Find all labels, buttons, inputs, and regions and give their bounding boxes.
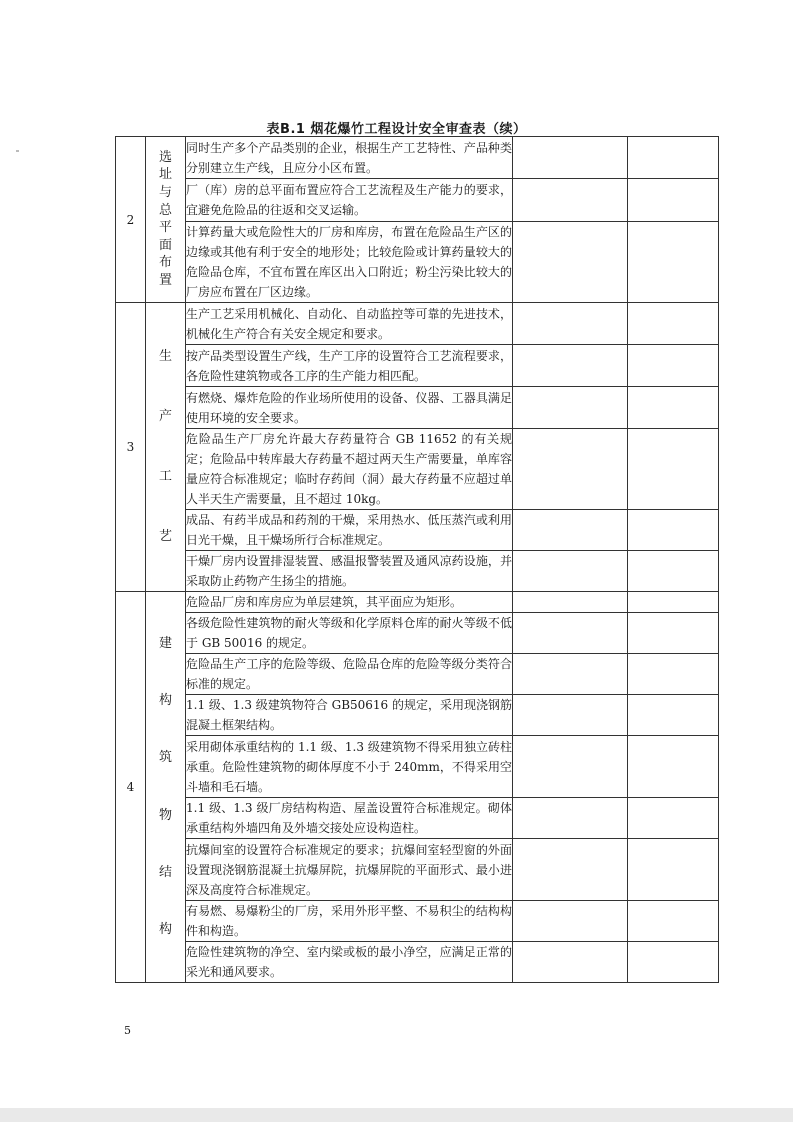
table-row <box>116 592 719 613</box>
requirement-text: 1.1 级、1.3 级厂房结构构造、屋盖设置符合标准规定。砌体承重结构外墙四角及外墙交接处应设构造柱。 <box>186 798 513 839</box>
review-result-cell[interactable] <box>513 387 628 429</box>
category-char: 工 <box>158 468 172 484</box>
page-number: 5 <box>124 1024 131 1037</box>
review-result-cell[interactable] <box>513 551 628 592</box>
requirement-text: 抗爆间室的设置符合标准规定的要求；抗爆间室轻型窗的外面设置现浇钢筋混凝土抗爆屏院，抗爆屏院的平面形式、最小进深及高度符合标准规定。 <box>186 839 513 901</box>
section-number: 3 <box>116 303 146 592</box>
section-category <box>146 592 186 983</box>
table-row <box>116 654 719 695</box>
requirement-text: 生产工艺采用机械化、自动化、自动监控等可靠的先进技术，机械化生产符合有关安全规定和要求。 <box>186 303 513 345</box>
category-char: 筑 <box>158 750 172 766</box>
remarks-cell[interactable] <box>628 592 719 613</box>
section-number: 2 <box>116 137 146 303</box>
table-title: 表B.1 烟花爆竹工程设计安全审查表（续） <box>266 122 527 137</box>
review-result-cell[interactable] <box>513 592 628 613</box>
table-row <box>116 222 719 303</box>
table-row <box>116 798 719 839</box>
category-char: 总 <box>158 202 172 218</box>
remarks-cell[interactable] <box>628 654 719 695</box>
review-result-cell[interactable] <box>513 613 628 654</box>
scan-mark <box>16 150 19 152</box>
requirement-text: 按产品类型设置生产线，生产工序的设置符合工艺流程要求，各危险性建筑物或各工序的生产能力相匹配。 <box>186 345 513 387</box>
table-row <box>116 303 719 345</box>
review-result-cell[interactable] <box>513 429 628 510</box>
remarks-cell[interactable] <box>628 387 719 429</box>
requirement-text: 有易燃、易爆粉尘的厂房，采用外形平整、不易积尘的结构构件和构造。 <box>186 901 513 942</box>
table-row <box>116 695 719 736</box>
category-char: 建 <box>158 635 172 651</box>
table-row <box>116 736 719 798</box>
table-row <box>116 901 719 942</box>
category-char: 布 <box>158 255 172 271</box>
requirement-text: 各级危险性建筑物的耐火等级和化学原料仓库的耐火等级不低于 GB 50016 的规定。 <box>186 613 513 654</box>
requirement-text: 厂（库）房的总平面布置应符合工艺流程及生产能力的要求，宜避免危险品的往返和交叉运输。 <box>186 179 513 222</box>
table-row <box>116 345 719 387</box>
review-result-cell[interactable] <box>513 222 628 303</box>
remarks-cell[interactable] <box>628 613 719 654</box>
category-char: 构 <box>158 692 172 708</box>
requirement-text: 计算药量大或危险性大的厂房和库房，布置在危险品生产区的边缘或其他有利于安全的地形处；比较危险或计算药量较大的危险品仓库，不宜布置在库区出入口附近；粉尘污染比较大的厂房应布置在厂区边缘。 <box>186 222 513 303</box>
requirement-text: 危险品生产厂房允许最大存药量符合 GB 11652 的有关规定；危险品中转库最大存药量不超过两天生产需要量，单库容量应符合标准规定；临时存药间（洞）最大存药量不应超过单人半天生产需要量，且不超过 10kg。 <box>186 429 513 510</box>
category-char: 与 <box>158 184 172 200</box>
category-char: 平 <box>158 220 172 236</box>
review-result-cell[interactable] <box>513 901 628 942</box>
remarks-cell[interactable] <box>628 222 719 303</box>
category-char: 面 <box>158 237 172 253</box>
review-result-cell[interactable] <box>513 695 628 736</box>
table-row <box>116 942 719 983</box>
remarks-cell[interactable] <box>628 551 719 592</box>
category-char: 址 <box>158 167 172 183</box>
review-result-cell[interactable] <box>513 839 628 901</box>
page-bottom-edge <box>0 1108 793 1122</box>
review-result-cell[interactable] <box>513 736 628 798</box>
table-row <box>116 510 719 551</box>
requirement-text: 有燃烧、爆炸危险的作业场所使用的设备、仪器、工器具满足使用环境的安全要求。 <box>186 387 513 429</box>
requirement-text: 采用砌体承重结构的 1.1 级、1.3 级建筑物不得采用独立砖柱承重。危险性建筑物的砌体厚度不小于 240mm，不得采用空斗墙和毛石墙。 <box>186 736 513 798</box>
requirement-text: 危险品生产工序的危险等级、危险品仓库的危险等级分类符合标准的规定。 <box>186 654 513 695</box>
category-char: 置 <box>158 272 172 288</box>
remarks-cell[interactable] <box>628 429 719 510</box>
table-row <box>116 179 719 222</box>
requirement-text: 危险品厂房和库房应为单层建筑，其平面应为矩形。 <box>186 592 513 613</box>
remarks-cell[interactable] <box>628 137 719 179</box>
table-row <box>116 429 719 510</box>
table-row <box>116 551 719 592</box>
review-result-cell[interactable] <box>513 942 628 983</box>
section-category <box>146 137 186 303</box>
remarks-cell[interactable] <box>628 695 719 736</box>
remarks-cell[interactable] <box>628 736 719 798</box>
requirement-text: 同时生产多个产品类别的企业，根据生产工艺特性、产品种类分别建立生产线，且应分小区布置。 <box>186 137 513 179</box>
remarks-cell[interactable] <box>628 942 719 983</box>
requirement-text: 成品、有药半成品和药剂的干燥，采用热水、低压蒸汽或利用日光干燥，且干燥场所行合标准规定。 <box>186 510 513 551</box>
remarks-cell[interactable] <box>628 510 719 551</box>
review-result-cell[interactable] <box>513 179 628 222</box>
review-result-cell[interactable] <box>513 137 628 179</box>
requirement-text: 1.1 级、1.3 级建筑物符合 GB50616 的规定，采用现浇钢筋混凝土框架结构。 <box>186 695 513 736</box>
section-category <box>146 303 186 592</box>
requirement-text: 干燥厂房内设置排湿装置、感温报警装置及通风凉药设施，并采取防止药物产生扬尘的措施。 <box>186 551 513 592</box>
safety-review-table <box>115 136 719 983</box>
review-result-cell[interactable] <box>513 345 628 387</box>
review-result-cell[interactable] <box>513 654 628 695</box>
remarks-cell[interactable] <box>628 345 719 387</box>
remarks-cell[interactable] <box>628 798 719 839</box>
review-result-cell[interactable] <box>513 798 628 839</box>
remarks-cell[interactable] <box>628 839 719 901</box>
section-number: 4 <box>116 592 146 983</box>
table-row <box>116 387 719 429</box>
category-char: 生 <box>158 349 172 365</box>
category-char: 物 <box>158 807 172 823</box>
category-char: 选 <box>158 149 172 165</box>
remarks-cell[interactable] <box>628 303 719 345</box>
review-result-cell[interactable] <box>513 510 628 551</box>
review-result-cell[interactable] <box>513 303 628 345</box>
category-char: 结 <box>158 864 172 880</box>
table-row <box>116 839 719 901</box>
requirement-text: 危险性建筑物的净空、室内梁或板的最小净空，应满足正常的采光和通风要求。 <box>186 942 513 983</box>
table-row <box>116 137 719 179</box>
category-char: 构 <box>158 922 172 938</box>
table-row <box>116 613 719 654</box>
category-char: 产 <box>158 408 172 424</box>
category-char: 艺 <box>158 528 172 544</box>
remarks-cell[interactable] <box>628 179 719 222</box>
remarks-cell[interactable] <box>628 901 719 942</box>
